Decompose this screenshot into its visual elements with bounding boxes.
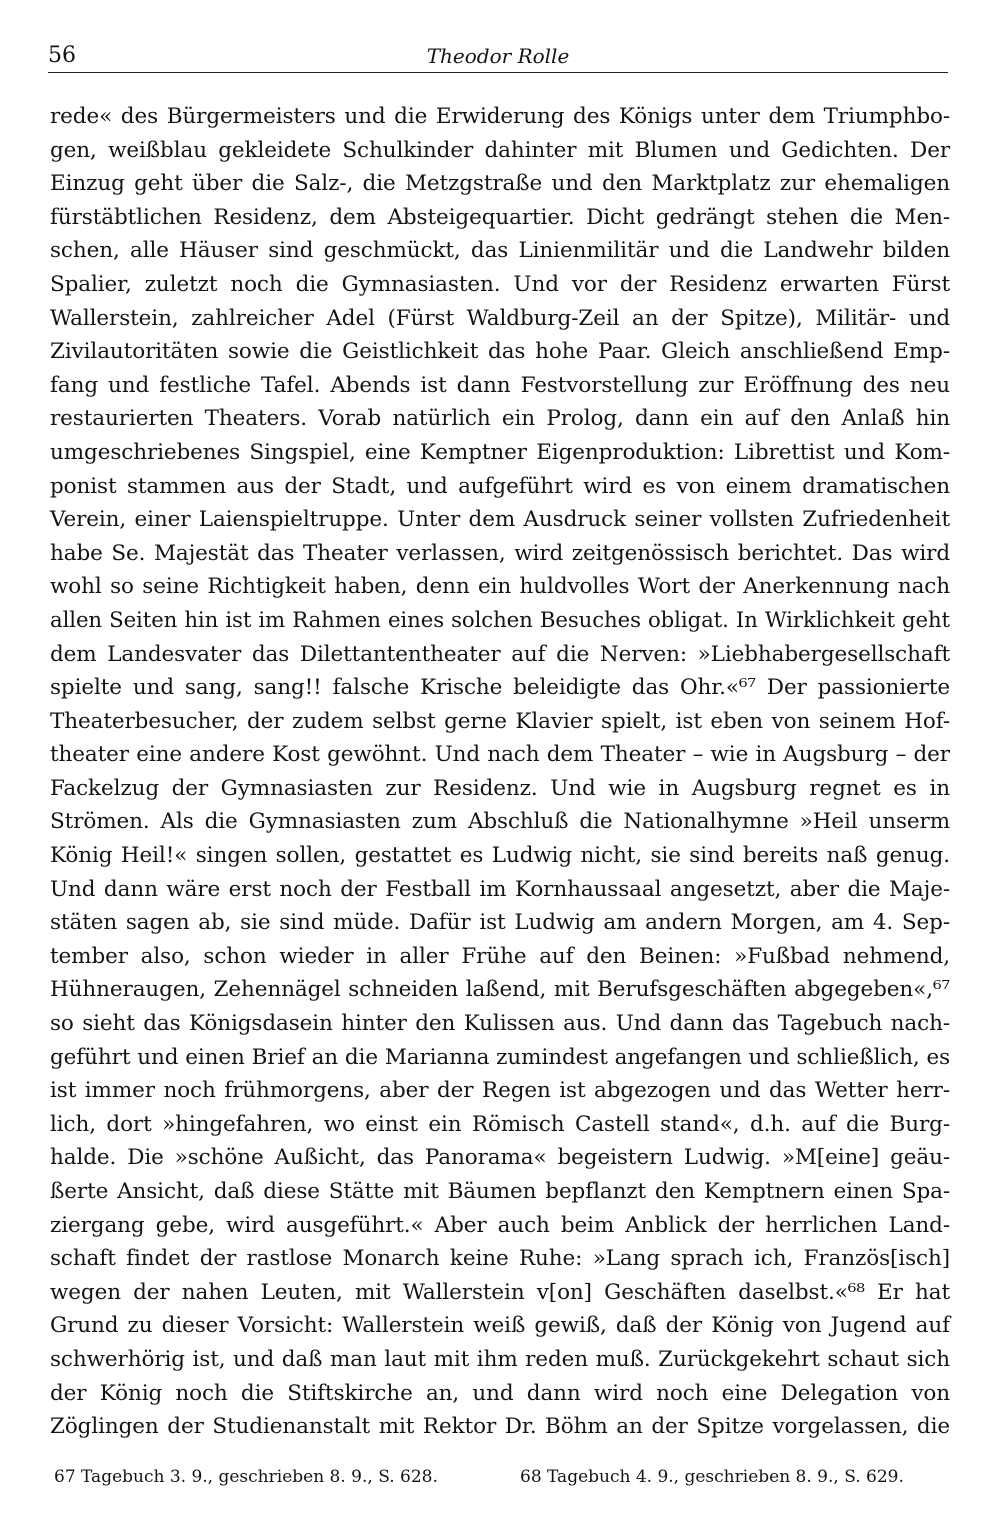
text-line: Strömen. Als die Gymnasiasten zum Abschluß die Nationalhymne »Heil unserm bbox=[50, 809, 950, 835]
text-line: ist immer noch frühmorgens, aber der Regen ist abgezogen und das Wetter herr- bbox=[50, 1078, 950, 1104]
text-line: ponist stammen aus der Stadt, und aufgeführt wird es von einem dramatischen bbox=[50, 473, 950, 499]
text-line: Hühneraugen, Zehennägel schneiden laßend, mit Berufsgeschäften abgegeben«,⁶⁷ bbox=[50, 977, 950, 1003]
text-line: halde. Die »schöne Außicht, das Panorama« begeistern Ludwig. »M[eine] geäu- bbox=[50, 1145, 950, 1171]
text-line: restaurierten Theaters. Vorab natürlich ein Prolog, dann ein auf den Anlaß hin bbox=[50, 406, 950, 432]
text-line: der König noch die Stiftskirche an, und dann wird noch eine Delegation von bbox=[50, 1380, 950, 1406]
text-line: habe Se. Majestät das Theater verlassen, wird zeitgenössisch berichtet. Das wird bbox=[50, 540, 950, 566]
text-line: schwerhörig ist, und daß man laut mit ihm reden muß. Zurückgekehrt schaut sich bbox=[50, 1346, 950, 1372]
text-line: umgeschriebenes Singspiel, eine Kemptner Eigenproduktion: Librettist und Kom- bbox=[50, 439, 950, 465]
text-line: Grund zu dieser Vorsicht: Wallerstein weiß gewiß, daß der König von Jugend auf bbox=[50, 1313, 950, 1339]
text-line: Einzug geht über die Salz-, die Metzgstraße und den Marktplatz zur ehemaligen bbox=[50, 171, 950, 197]
text-line: geführt und einen Brief an die Marianna zumindest angefangen und schließlich, es bbox=[50, 1044, 950, 1070]
footnote-68: 68 Tagebuch 4. 9., geschrieben 8. 9., S. 629. bbox=[520, 1467, 904, 1487]
text-line: rede« des Bürgermeisters und die Erwiderung des Königs unter dem Triumphbo- bbox=[50, 104, 950, 129]
text-line: tember also, schon wieder in aller Frühe auf den Beinen: »Fußbad nehmend, bbox=[50, 943, 950, 969]
page-number: 56 bbox=[48, 43, 76, 68]
text-line: Verein, einer Laienspieltruppe. Unter dem Ausdruck seiner vollsten Zufriedenheit bbox=[50, 507, 950, 533]
text-line: Fackelzug der Gymnasiasten zur Residenz. Und wie in Augsburg regnet es in bbox=[50, 775, 950, 801]
text-line: König Heil!« singen sollen, gestattet es Ludwig nicht, sie sind bereits naß genug. bbox=[50, 843, 950, 869]
text-line: ziergang gebe, wird ausgeführt.« Aber auch beim Anblick der herrlichen Land- bbox=[50, 1212, 950, 1238]
text-line: wohl so seine Richtigkeit haben, denn ein huldvolles Wort der Anerkennung nach bbox=[50, 574, 950, 600]
text-line: dem Landesvater das Dilettantentheater auf die Nerven: »Liebhabergesellschaft bbox=[50, 641, 950, 667]
text-line: theater eine andere Kost gewöhnt. Und nach dem Theater – wie in Augsburg – der bbox=[50, 742, 950, 768]
text-line: gen, weißblau gekleidete Schulkinder dahinter mit Blumen und Gedichten. Der bbox=[50, 137, 950, 163]
text-line: Und dann wäre erst noch der Festball im Kornhaussaal angesetzt, aber die Maje- bbox=[50, 876, 950, 902]
text-line: ßerte Ansicht, daß diese Stätte mit Bäumen bepflanzt den Kemptnern einen Spa- bbox=[50, 1179, 950, 1204]
body-text bbox=[50, 100, 950, 1444]
text-line: schen, alle Häuser sind geschmückt, das Linienmilitär und die Landwehr bilden bbox=[50, 238, 950, 264]
text-line: lich, dort »hingefahren, wo einst ein Römisch Castell stand«, d.h. auf die Burg- bbox=[50, 1111, 950, 1137]
footnotes bbox=[54, 1464, 954, 1494]
text-line: stäten sagen ab, sie sind müde. Dafür ist Ludwig am andern Morgen, am 4. Sep- bbox=[50, 910, 950, 936]
footnote-67: 67 Tagebuch 3. 9., geschrieben 8. 9., S. 628. bbox=[54, 1467, 438, 1487]
text-line: Spalier, zuletzt noch die Gymnasiasten. Und vor der Residenz erwarten Fürst bbox=[50, 271, 950, 297]
text-line: wegen der nahen Leuten, mit Wallerstein v[on] Geschäften daselbst.«⁶⁸ Er hat bbox=[50, 1279, 950, 1305]
text-line: fürstäbtlichen Residenz, dem Absteigequartier. Dicht gedrängt stehen die Men- bbox=[50, 204, 950, 230]
text-line: so sieht das Königsdasein hinter den Kulissen aus. Und dann das Tagebuch nach- bbox=[50, 1011, 950, 1037]
text-line: allen Seiten hin ist im Rahmen eines solchen Besuches obligat. In Wirklichkeit geht bbox=[50, 607, 950, 633]
text-line: fang und festliche Tafel. Abends ist dann Festvorstellung zur Eröffnung des neu bbox=[50, 372, 950, 398]
running-title: Theodor Rolle bbox=[426, 44, 570, 68]
text-line: Zivilautoritäten sowie die Geistlichkeit das hohe Paar. Gleich anschließend Emp- bbox=[50, 339, 950, 365]
text-line: spielte und sang, sang!! falsche Krische beleidigte das Ohr.«⁶⁷ Der passionierte bbox=[50, 675, 950, 701]
text-line: Theaterbesucher, der zudem selbst gerne Klavier spielt, ist eben von seinem Hof- bbox=[50, 708, 950, 734]
header-rule bbox=[48, 72, 948, 73]
text-line: Wallerstein, zahlreicher Adel (Fürst Waldburg-Zeil an der Spitze), Militär- und bbox=[50, 305, 950, 331]
text-line: Zöglingen der Studienanstalt mit Rektor Dr. Böhm an der Spitze vorgelassen, die bbox=[50, 1414, 950, 1440]
text-line: schaft findet der rastlose Monarch keine Ruhe: »Lang sprach ich, Französ[isch] bbox=[50, 1246, 950, 1272]
running-head bbox=[48, 42, 948, 72]
